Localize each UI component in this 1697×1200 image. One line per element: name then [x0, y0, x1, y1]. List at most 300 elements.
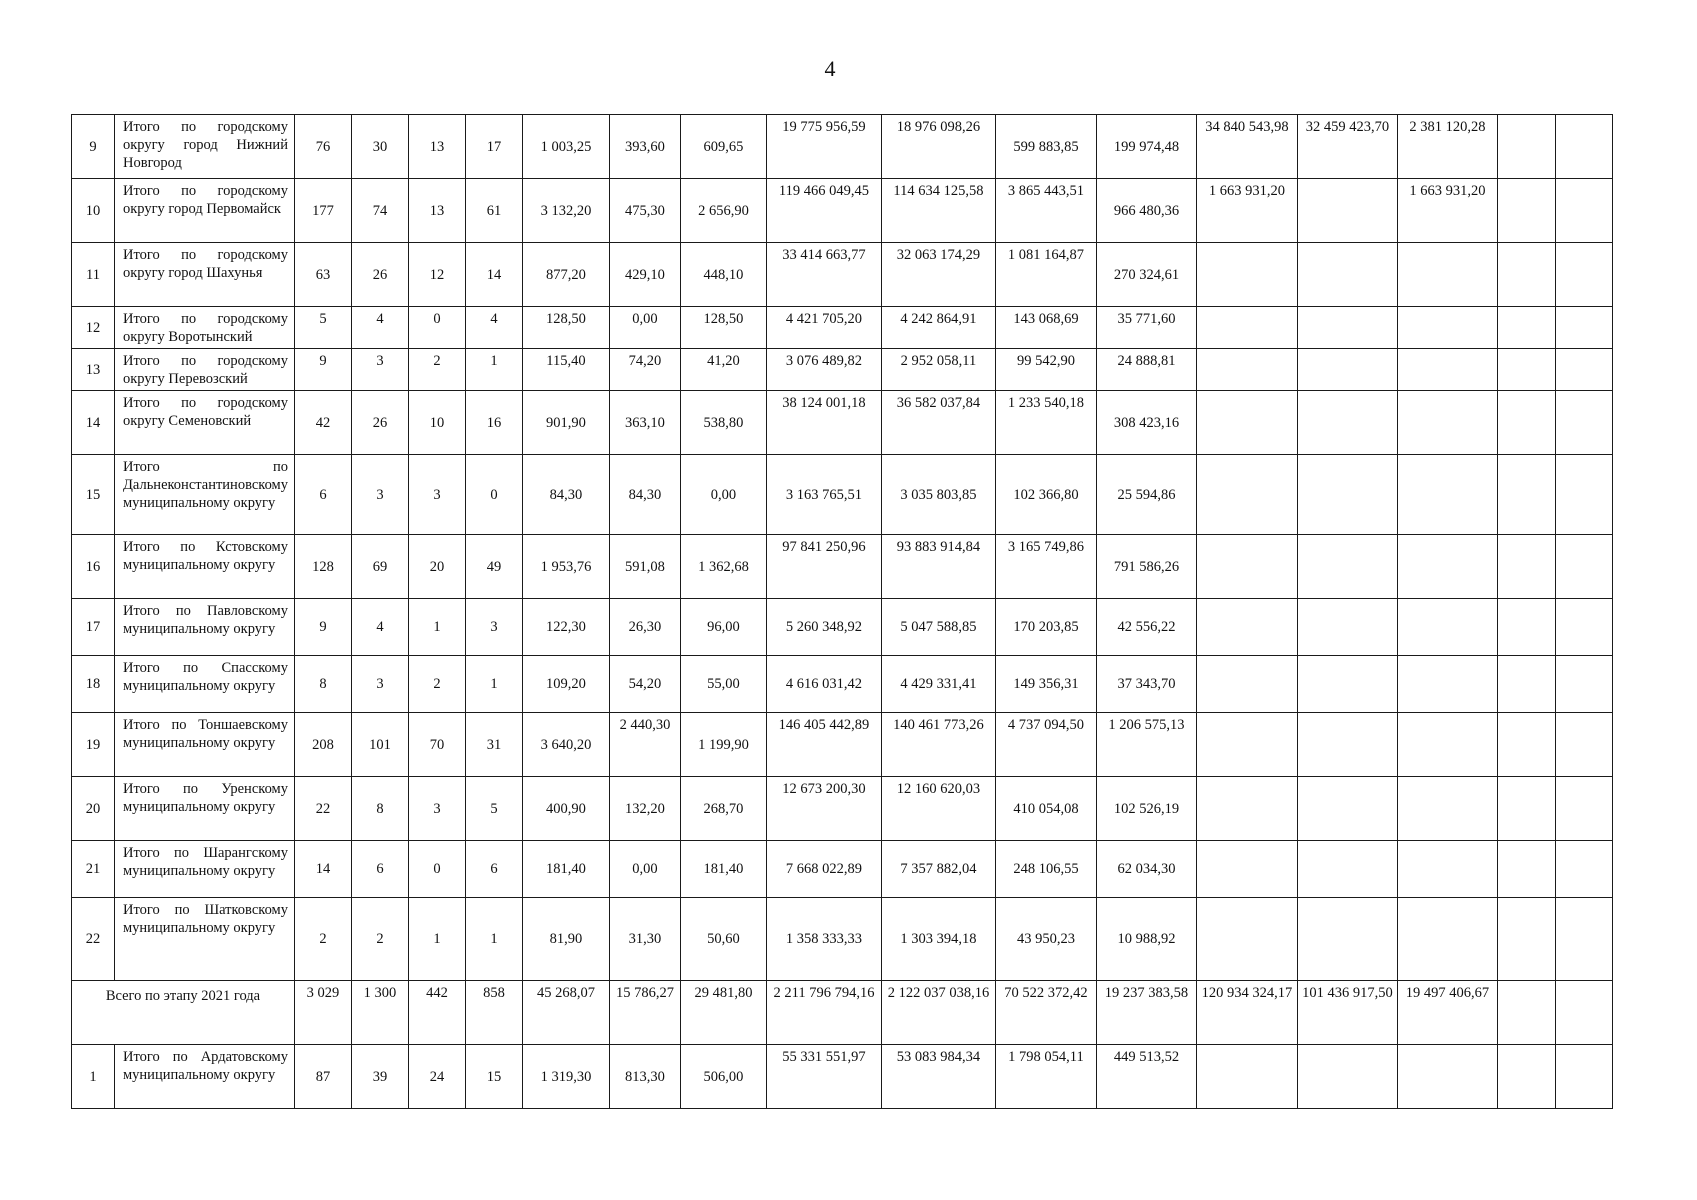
value-cell [1397, 455, 1497, 535]
value-cell: 42 [294, 391, 351, 455]
value-cell: 6 [465, 841, 522, 898]
value-cell: 2 656,90 [680, 179, 766, 243]
municipality-name-cell: Итого по Кстовскому муниципальному округу [115, 535, 295, 599]
value-cell: 3 165 749,86 [995, 535, 1096, 599]
value-cell: 35 771,60 [1096, 307, 1196, 349]
value-cell [1196, 391, 1297, 455]
value-cell: 34 840 543,98 [1196, 115, 1297, 179]
value-cell: 31 [465, 713, 522, 777]
value-cell: 26 [351, 391, 408, 455]
value-cell: 4 429 331,41 [881, 656, 995, 713]
total-value-cell: 29 481,80 [680, 981, 766, 1045]
value-cell: 128,50 [680, 307, 766, 349]
value-cell: 31,30 [609, 898, 680, 981]
row-number-cell: 21 [72, 841, 115, 898]
value-cell: 3 163 765,51 [766, 455, 881, 535]
value-cell: 12 160 620,03 [881, 777, 995, 841]
value-cell: 2 381 120,28 [1397, 115, 1497, 179]
value-cell [1297, 898, 1397, 981]
value-cell [1497, 898, 1555, 981]
row-number-cell: 15 [72, 455, 115, 535]
value-cell [1397, 898, 1497, 981]
value-cell: 4 421 705,20 [766, 307, 881, 349]
value-cell: 609,65 [680, 115, 766, 179]
table-row [72, 307, 1613, 349]
value-cell [1555, 307, 1612, 349]
value-cell: 3 035 803,85 [881, 455, 995, 535]
value-cell: 308 423,16 [1096, 391, 1196, 455]
total-value-cell [1497, 981, 1555, 1045]
value-cell: 1 319,30 [522, 1045, 609, 1109]
municipality-name-cell: Итого по городскому округу город Нижний Новгород [115, 115, 295, 179]
value-cell [1297, 713, 1397, 777]
value-cell: 114 634 125,58 [881, 179, 995, 243]
value-cell: 1 [465, 898, 522, 981]
value-cell: 5 [294, 307, 351, 349]
value-cell: 1 233 540,18 [995, 391, 1096, 455]
value-cell [1196, 777, 1297, 841]
municipality-name-cell: Итого по городскому округу город Шахунья [115, 243, 295, 307]
value-cell [1555, 599, 1612, 656]
value-cell: 791 586,26 [1096, 535, 1196, 599]
value-cell: 26 [351, 243, 408, 307]
value-cell: 99 542,90 [995, 349, 1096, 391]
value-cell [1297, 599, 1397, 656]
value-cell: 70 [408, 713, 465, 777]
value-cell: 36 582 037,84 [881, 391, 995, 455]
value-cell: 63 [294, 243, 351, 307]
value-cell: 84,30 [609, 455, 680, 535]
value-cell: 33 414 663,77 [766, 243, 881, 307]
value-cell: 41,20 [680, 349, 766, 391]
value-cell: 128 [294, 535, 351, 599]
value-cell: 19 775 956,59 [766, 115, 881, 179]
value-cell: 1 663 931,20 [1397, 179, 1497, 243]
value-cell: 93 883 914,84 [881, 535, 995, 599]
value-cell: 813,30 [609, 1045, 680, 1109]
value-cell [1397, 349, 1497, 391]
row-number-cell: 19 [72, 713, 115, 777]
row-number-cell: 16 [72, 535, 115, 599]
value-cell: 599 883,85 [995, 115, 1096, 179]
value-cell [1397, 656, 1497, 713]
table-row [72, 455, 1613, 535]
value-cell [1397, 713, 1497, 777]
value-cell [1497, 656, 1555, 713]
value-cell [1555, 841, 1612, 898]
value-cell [1297, 777, 1397, 841]
value-cell [1397, 535, 1497, 599]
value-cell: 14 [294, 841, 351, 898]
value-cell: 74 [351, 179, 408, 243]
table-row [72, 391, 1613, 455]
value-cell: 1 199,90 [680, 713, 766, 777]
value-cell: 9 [294, 349, 351, 391]
value-cell [1297, 455, 1397, 535]
value-cell [1196, 1045, 1297, 1109]
value-cell: 140 461 773,26 [881, 713, 995, 777]
value-cell: 49 [465, 535, 522, 599]
value-cell: 400,90 [522, 777, 609, 841]
value-cell: 55,00 [680, 656, 766, 713]
value-cell [1497, 115, 1555, 179]
value-cell: 39 [351, 1045, 408, 1109]
row-number-cell: 18 [72, 656, 115, 713]
value-cell [1555, 713, 1612, 777]
value-cell [1497, 243, 1555, 307]
table-row [72, 777, 1613, 841]
row-number-cell: 9 [72, 115, 115, 179]
value-cell: 6 [351, 841, 408, 898]
value-cell [1196, 307, 1297, 349]
value-cell: 1 [465, 349, 522, 391]
value-cell [1397, 243, 1497, 307]
municipality-name-cell: Итого по Уренскому муниципальному округу [115, 777, 295, 841]
value-cell [1297, 307, 1397, 349]
value-cell [1397, 1045, 1497, 1109]
value-cell: 149 356,31 [995, 656, 1096, 713]
row-number-cell: 14 [72, 391, 115, 455]
value-cell: 3 [351, 455, 408, 535]
value-cell: 102 526,19 [1096, 777, 1196, 841]
value-cell [1196, 349, 1297, 391]
row-number-cell: 12 [72, 307, 115, 349]
value-cell: 3 640,20 [522, 713, 609, 777]
value-cell: 2 [351, 898, 408, 981]
value-cell: 901,90 [522, 391, 609, 455]
value-cell: 448,10 [680, 243, 766, 307]
row-number-cell: 13 [72, 349, 115, 391]
value-cell: 62 034,30 [1096, 841, 1196, 898]
value-cell: 20 [408, 535, 465, 599]
value-cell: 128,50 [522, 307, 609, 349]
value-cell [1555, 243, 1612, 307]
housing-program-table [71, 114, 1613, 1109]
value-cell: 69 [351, 535, 408, 599]
value-cell [1297, 656, 1397, 713]
value-cell [1297, 535, 1397, 599]
value-cell: 122,30 [522, 599, 609, 656]
value-cell: 0 [408, 307, 465, 349]
row-number-cell: 11 [72, 243, 115, 307]
value-cell: 17 [465, 115, 522, 179]
value-cell [1297, 243, 1397, 307]
value-cell [1497, 599, 1555, 656]
value-cell: 1 953,76 [522, 535, 609, 599]
value-cell: 32 459 423,70 [1297, 115, 1397, 179]
value-cell: 8 [294, 656, 351, 713]
value-cell: 1 362,68 [680, 535, 766, 599]
value-cell: 2 952 058,11 [881, 349, 995, 391]
value-cell: 4 242 864,91 [881, 307, 995, 349]
total-value-cell: 442 [408, 981, 465, 1045]
table-row [72, 535, 1613, 599]
value-cell: 50,60 [680, 898, 766, 981]
value-cell: 966 480,36 [1096, 179, 1196, 243]
value-cell: 24 888,81 [1096, 349, 1196, 391]
value-cell: 429,10 [609, 243, 680, 307]
value-cell: 1 206 575,13 [1096, 713, 1196, 777]
value-cell: 1 663 931,20 [1196, 179, 1297, 243]
total-value-cell: 101 436 917,50 [1297, 981, 1397, 1045]
value-cell [1555, 1045, 1612, 1109]
value-cell: 2 [294, 898, 351, 981]
municipality-name-cell: Итого по городскому округу Перевозский [115, 349, 295, 391]
value-cell [1555, 777, 1612, 841]
value-cell [1196, 841, 1297, 898]
value-cell [1497, 841, 1555, 898]
value-cell [1555, 656, 1612, 713]
value-cell [1555, 179, 1612, 243]
value-cell [1555, 391, 1612, 455]
municipality-name-cell: Итого по Павловскому муниципальному округу [115, 599, 295, 656]
value-cell [1297, 841, 1397, 898]
value-cell: 26,30 [609, 599, 680, 656]
page-number: 4 [824, 56, 836, 81]
value-cell: 101 [351, 713, 408, 777]
municipality-name-cell: Итого по Тоншаевскому муниципальному округу [115, 713, 295, 777]
value-cell: 16 [465, 391, 522, 455]
value-cell: 4 [465, 307, 522, 349]
total-value-cell: 858 [465, 981, 522, 1045]
value-cell: 13 [408, 179, 465, 243]
value-cell: 0,00 [609, 841, 680, 898]
value-cell: 18 976 098,26 [881, 115, 995, 179]
value-cell [1397, 599, 1497, 656]
municipality-name-cell: Итого по Шарангскому муниципальному округу [115, 841, 295, 898]
municipality-name-cell: Итого по Шатковскому муниципальному округу [115, 898, 295, 981]
value-cell: 1 798 054,11 [995, 1045, 1096, 1109]
value-cell [1196, 656, 1297, 713]
value-cell: 7 357 882,04 [881, 841, 995, 898]
value-cell: 25 594,86 [1096, 455, 1196, 535]
row-number-cell: 17 [72, 599, 115, 656]
value-cell: 4 737 094,50 [995, 713, 1096, 777]
value-cell: 2 [408, 656, 465, 713]
value-cell: 87 [294, 1045, 351, 1109]
municipality-name-cell: Итого по городскому округу Воротынский [115, 307, 295, 349]
value-cell [1555, 455, 1612, 535]
value-cell: 181,40 [680, 841, 766, 898]
table-row [72, 243, 1613, 307]
municipality-name-cell: Итого по Спасскому муниципальному округу [115, 656, 295, 713]
value-cell: 0,00 [609, 307, 680, 349]
total-value-cell: 19 237 383,58 [1096, 981, 1196, 1045]
total-value-cell: 2 122 037 038,16 [881, 981, 995, 1045]
value-cell: 4 616 031,42 [766, 656, 881, 713]
value-cell: 1 081 164,87 [995, 243, 1096, 307]
value-cell [1297, 391, 1397, 455]
value-cell: 12 [408, 243, 465, 307]
value-cell: 0 [408, 841, 465, 898]
value-cell: 877,20 [522, 243, 609, 307]
value-cell: 270 324,61 [1096, 243, 1196, 307]
table-row [72, 898, 1613, 981]
value-cell: 177 [294, 179, 351, 243]
value-cell: 53 083 984,34 [881, 1045, 995, 1109]
value-cell: 4 [351, 599, 408, 656]
value-cell [1196, 243, 1297, 307]
table-row [72, 1045, 1613, 1109]
value-cell: 3 [408, 455, 465, 535]
value-cell: 15 [465, 1045, 522, 1109]
value-cell: 6 [294, 455, 351, 535]
value-cell [1297, 179, 1397, 243]
value-cell: 38 124 001,18 [766, 391, 881, 455]
value-cell: 8 [351, 777, 408, 841]
value-cell: 208 [294, 713, 351, 777]
value-cell: 181,40 [522, 841, 609, 898]
value-cell: 2 440,30 [609, 713, 680, 777]
value-cell: 146 405 442,89 [766, 713, 881, 777]
value-cell [1497, 349, 1555, 391]
value-cell [1497, 535, 1555, 599]
value-cell: 248 106,55 [995, 841, 1096, 898]
value-cell: 538,80 [680, 391, 766, 455]
value-cell: 9 [294, 599, 351, 656]
municipality-name-cell: Итого по городскому округу Семеновский [115, 391, 295, 455]
value-cell [1297, 349, 1397, 391]
value-cell: 96,00 [680, 599, 766, 656]
row-number-cell: 20 [72, 777, 115, 841]
value-cell [1555, 898, 1612, 981]
value-cell [1196, 455, 1297, 535]
value-cell: 1 [465, 656, 522, 713]
value-cell: 506,00 [680, 1045, 766, 1109]
value-cell [1497, 1045, 1555, 1109]
value-cell [1397, 841, 1497, 898]
value-cell: 591,08 [609, 535, 680, 599]
total-value-cell: 15 786,27 [609, 981, 680, 1045]
total-value-cell: 2 211 796 794,16 [766, 981, 881, 1045]
municipality-name-cell: Итого по Дальнеконстантиновскому муниципальному округу [115, 455, 295, 535]
value-cell [1497, 391, 1555, 455]
value-cell [1555, 349, 1612, 391]
value-cell [1397, 391, 1497, 455]
value-cell: 30 [351, 115, 408, 179]
value-cell [1555, 115, 1612, 179]
value-cell [1555, 535, 1612, 599]
value-cell: 119 466 049,45 [766, 179, 881, 243]
value-cell: 199 974,48 [1096, 115, 1196, 179]
total-value-cell: 19 497 406,67 [1397, 981, 1497, 1045]
municipality-name-cell: Итого по городскому округу город Первомайск [115, 179, 295, 243]
value-cell: 5 047 588,85 [881, 599, 995, 656]
value-cell: 10 988,92 [1096, 898, 1196, 981]
value-cell: 74,20 [609, 349, 680, 391]
value-cell [1196, 535, 1297, 599]
value-cell [1297, 1045, 1397, 1109]
value-cell [1196, 713, 1297, 777]
value-cell: 109,20 [522, 656, 609, 713]
value-cell: 449 513,52 [1096, 1045, 1196, 1109]
municipality-name-cell: Итого по Ардатовскому муниципальному округу [115, 1045, 295, 1109]
value-cell: 5 [465, 777, 522, 841]
table-row [72, 179, 1613, 243]
value-cell: 132,20 [609, 777, 680, 841]
value-cell: 37 343,70 [1096, 656, 1196, 713]
value-cell [1497, 455, 1555, 535]
value-cell: 3 [465, 599, 522, 656]
value-cell: 24 [408, 1045, 465, 1109]
value-cell [1196, 898, 1297, 981]
value-cell: 61 [465, 179, 522, 243]
value-cell: 0 [465, 455, 522, 535]
value-cell: 81,90 [522, 898, 609, 981]
total-value-cell [1555, 981, 1612, 1045]
value-cell: 475,30 [609, 179, 680, 243]
total-label-cell: Всего по этапу 2021 года [72, 981, 295, 1045]
value-cell [1397, 777, 1497, 841]
value-cell: 3 132,20 [522, 179, 609, 243]
value-cell: 3 865 443,51 [995, 179, 1096, 243]
value-cell: 43 950,23 [995, 898, 1096, 981]
total-value-cell: 3 029 [294, 981, 351, 1045]
value-cell: 42 556,22 [1096, 599, 1196, 656]
table-row [72, 713, 1613, 777]
value-cell [1397, 307, 1497, 349]
value-cell: 410 054,08 [995, 777, 1096, 841]
value-cell: 22 [294, 777, 351, 841]
table-row [72, 841, 1613, 898]
total-value-cell: 45 268,07 [522, 981, 609, 1045]
value-cell: 12 673 200,30 [766, 777, 881, 841]
value-cell: 97 841 250,96 [766, 535, 881, 599]
value-cell [1497, 713, 1555, 777]
table-row [72, 115, 1613, 179]
value-cell: 7 668 022,89 [766, 841, 881, 898]
value-cell: 3 [408, 777, 465, 841]
row-number-cell: 22 [72, 898, 115, 981]
value-cell: 268,70 [680, 777, 766, 841]
total-row [72, 981, 1613, 1045]
total-value-cell: 70 522 372,42 [995, 981, 1096, 1045]
table-row [72, 599, 1613, 656]
value-cell: 84,30 [522, 455, 609, 535]
value-cell: 102 366,80 [995, 455, 1096, 535]
table-body [72, 115, 1613, 1109]
value-cell: 55 331 551,97 [766, 1045, 881, 1109]
total-value-cell: 1 300 [351, 981, 408, 1045]
value-cell [1497, 179, 1555, 243]
row-number-cell: 1 [72, 1045, 115, 1109]
value-cell: 1 003,25 [522, 115, 609, 179]
value-cell [1497, 777, 1555, 841]
value-cell: 1 303 394,18 [881, 898, 995, 981]
value-cell: 170 203,85 [995, 599, 1096, 656]
table-row [72, 349, 1613, 391]
value-cell: 4 [351, 307, 408, 349]
value-cell: 10 [408, 391, 465, 455]
value-cell: 54,20 [609, 656, 680, 713]
row-number-cell: 10 [72, 179, 115, 243]
value-cell: 3 076 489,82 [766, 349, 881, 391]
value-cell: 1 [408, 599, 465, 656]
table-row [72, 656, 1613, 713]
value-cell: 5 260 348,92 [766, 599, 881, 656]
value-cell: 14 [465, 243, 522, 307]
value-cell: 32 063 174,29 [881, 243, 995, 307]
value-cell: 76 [294, 115, 351, 179]
value-cell: 3 [351, 656, 408, 713]
value-cell: 13 [408, 115, 465, 179]
value-cell: 0,00 [680, 455, 766, 535]
value-cell [1196, 599, 1297, 656]
value-cell: 2 [408, 349, 465, 391]
value-cell: 143 068,69 [995, 307, 1096, 349]
value-cell: 1 358 333,33 [766, 898, 881, 981]
value-cell [1497, 307, 1555, 349]
